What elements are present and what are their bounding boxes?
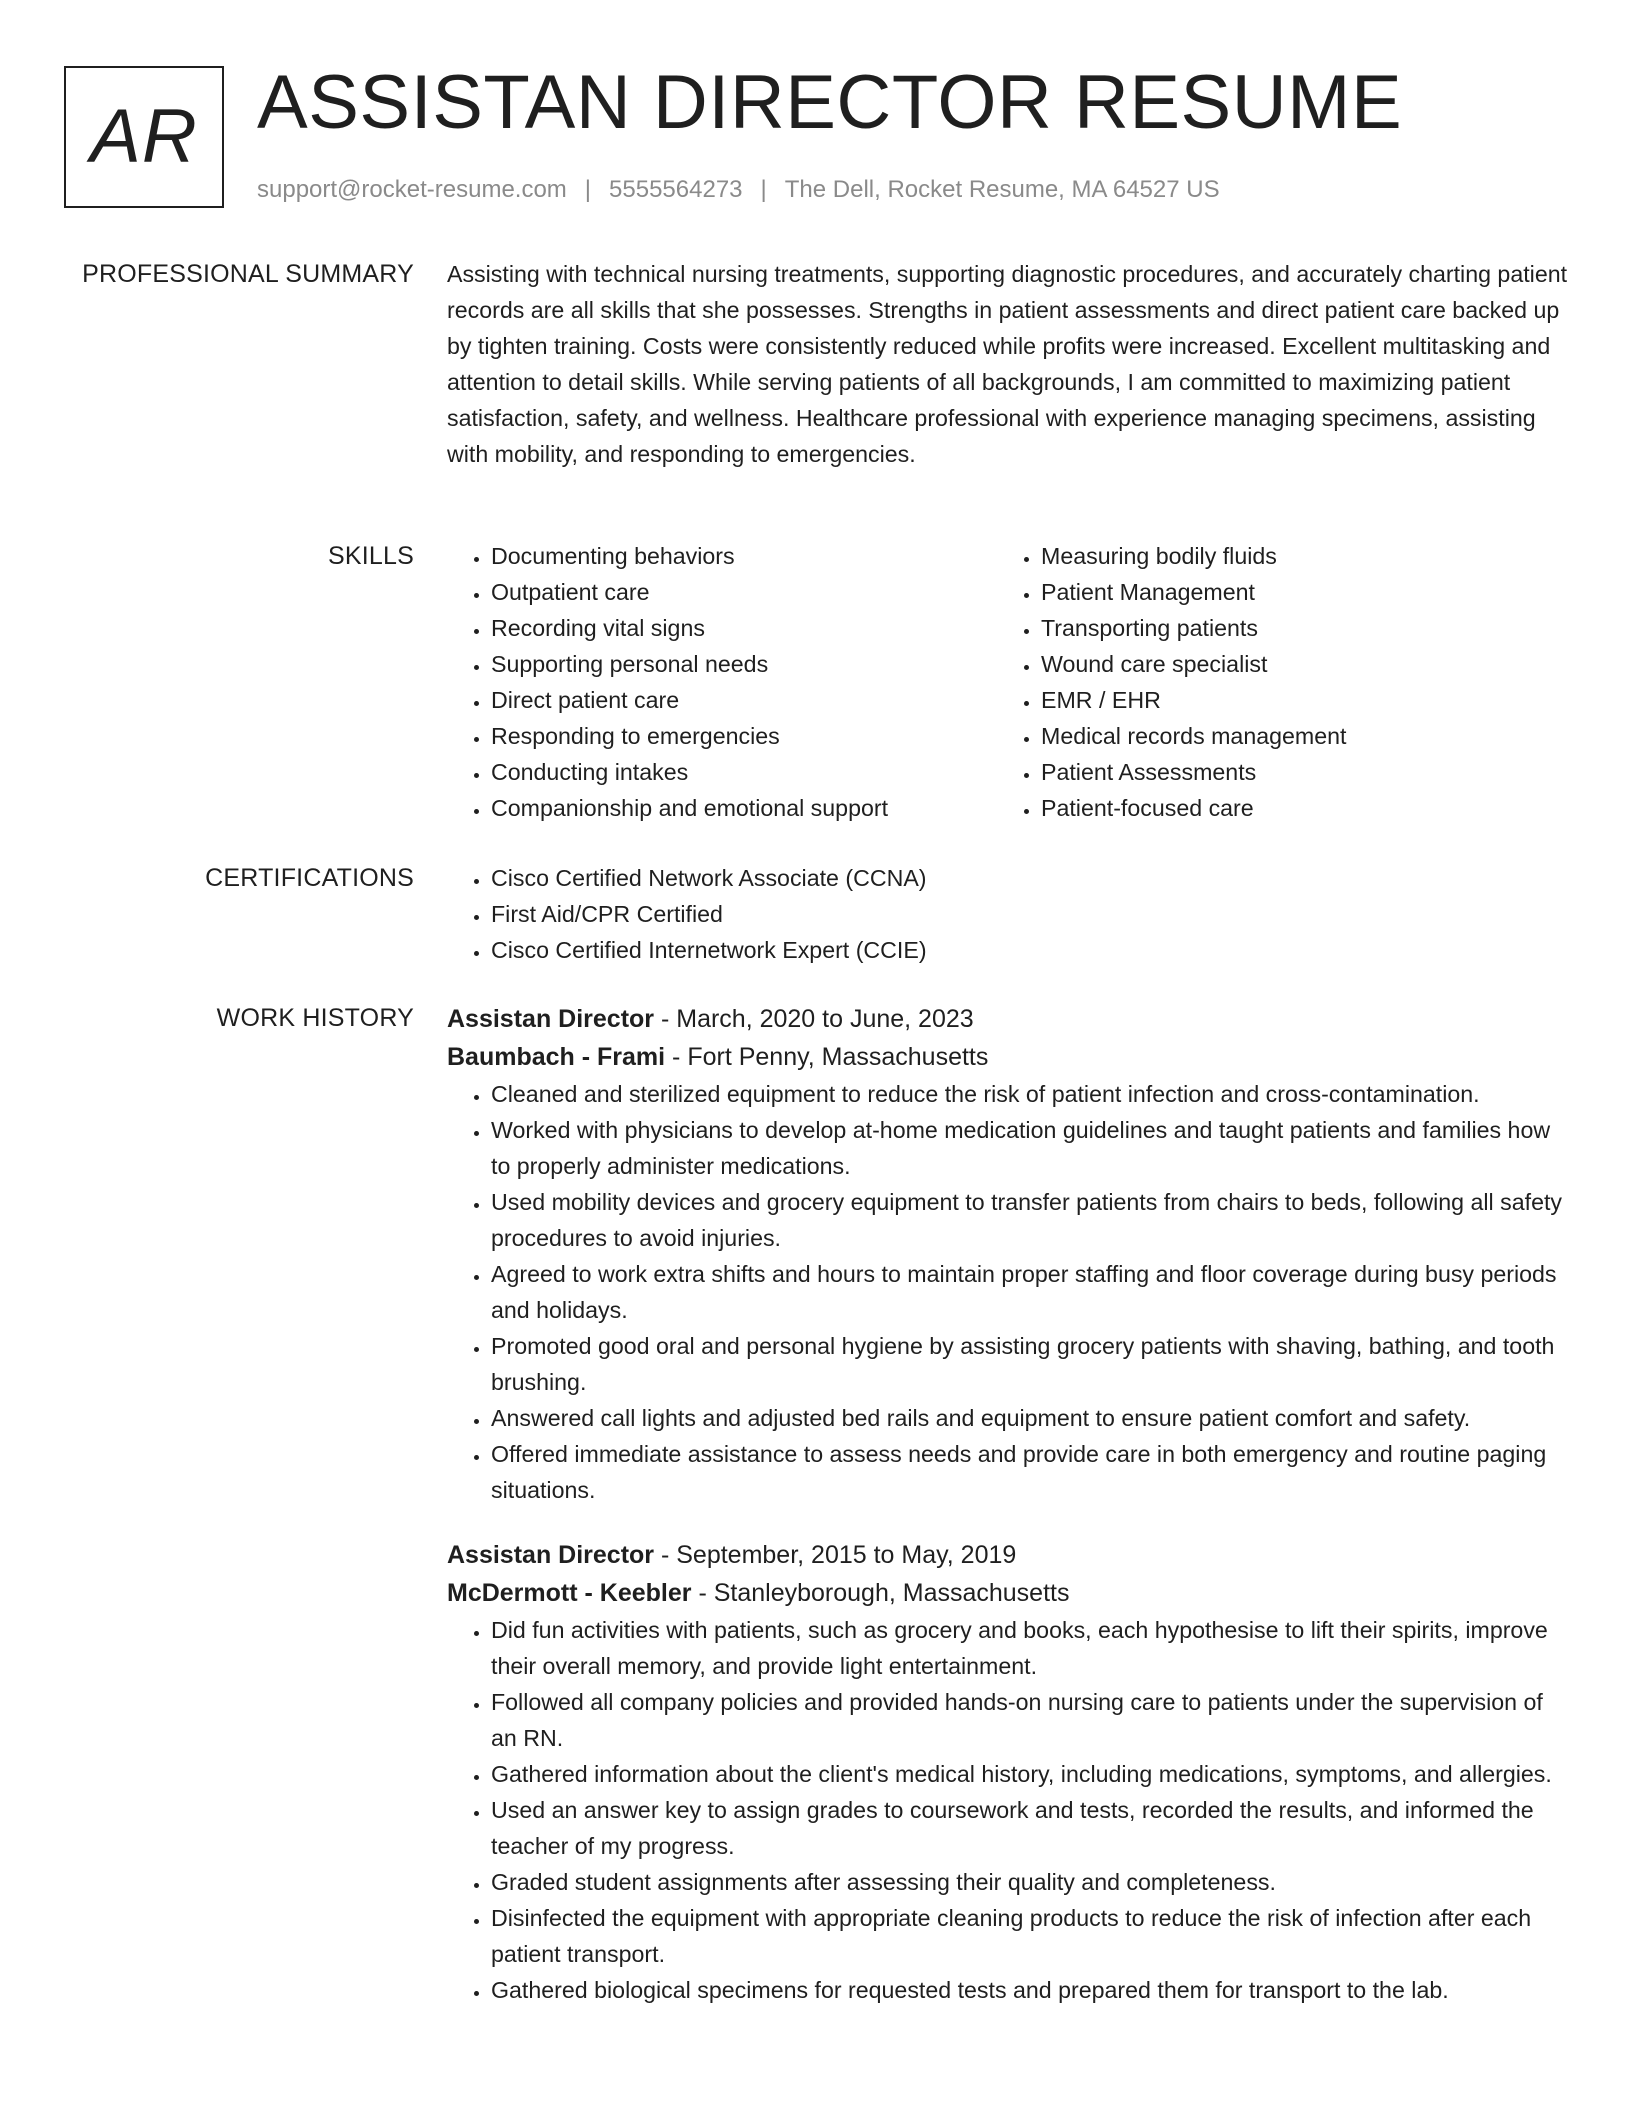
job-bullet: • Offered immediate assistance to assess needs and provide care in both emergency and routine paging situations.: [491, 1436, 1570, 1508]
skill-item: • Direct patient care: [491, 682, 997, 718]
skill-item: • Wound care specialist: [1041, 646, 1547, 682]
job-entry: [447, 1000, 1570, 1508]
skill-item: • Conducting intakes: [491, 754, 997, 790]
skills-list-right: [997, 538, 1547, 826]
skill-item: • EMR / EHR: [1041, 682, 1547, 718]
job-bullet-list: [447, 1076, 1570, 1508]
job-bullet: • Cleaned and sterilized equipment to reduce the risk of patient infection and cross-contamination.: [491, 1076, 1570, 1112]
job-entry: [447, 1536, 1570, 2008]
job-bullet: • Answered call lights and adjusted bed rails and equipment to ensure patient comfort and safety.: [491, 1400, 1570, 1436]
certification-item: • Cisco Certified Network Associate (CCNA): [491, 860, 1570, 896]
job-dates: - March, 2020 to June, 2023: [654, 1005, 974, 1033]
job-bullet: • Agreed to work extra shifts and hours to maintain proper staffing and floor coverage during busy periods and holidays.: [491, 1256, 1570, 1328]
job-bullet-list: [447, 1612, 1570, 2008]
certifications-list: [447, 860, 1570, 968]
job-location: - Fort Penny, Massachusetts: [665, 1043, 989, 1071]
skill-item: • Recording vital signs: [491, 610, 997, 646]
monogram-initials: AR: [90, 94, 198, 179]
job-bullet: • Gathered information about the client's medical history, including medications, symptoms, and allergies.: [491, 1756, 1570, 1792]
job-bullet: • Did fun activities with patients, such as grocery and books, each hypothesise to lift their spirits, improve their overall memory, and provide light entertainment.: [491, 1612, 1570, 1684]
resume-title: ASSISTAN DIRECTOR RESUME: [257, 60, 1403, 145]
job-company-line: [447, 1574, 1570, 1612]
job-title-line: [447, 1000, 1570, 1038]
certifications-label: CERTIFICATIONS: [205, 864, 414, 892]
skill-item: • Patient-focused care: [1041, 790, 1547, 826]
job-title: Assistan Director: [447, 1541, 655, 1569]
job-company-line: [447, 1038, 1570, 1076]
job-bullet: • Promoted good oral and personal hygiene by assisting grocery patients with shaving, bathing, and tooth brushing.: [491, 1328, 1570, 1400]
job-bullet: • Disinfected the equipment with appropriate cleaning products to reduce the risk of infection after each patient transport.: [491, 1900, 1570, 1972]
summary-label: PROFESSIONAL SUMMARY: [82, 260, 414, 288]
summary-body: [447, 256, 1570, 472]
skill-item: • Medical records management: [1041, 718, 1547, 754]
certification-item: • Cisco Certified Internetwork Expert (CCIE): [491, 932, 1570, 968]
skills-label: SKILLS: [328, 542, 414, 570]
skill-item: • Measuring bodily fluids: [1041, 538, 1547, 574]
skills-body: [447, 538, 1570, 826]
job-bullet: • Gathered biological specimens for requested tests and prepared them for transport to the lab.: [491, 1972, 1570, 2008]
skills-column-left: [447, 538, 997, 826]
skill-item: • Transporting patients: [1041, 610, 1547, 646]
contact-separator: |: [760, 176, 767, 203]
contact-phone: 5555564273: [609, 176, 743, 203]
job-company: Baumbach - Frami: [447, 1043, 666, 1071]
summary-text: Assisting with technical nursing treatments, supporting diagnostic procedures, and accurately charting patient records are all skills that she possesses. Strengths in patient assessments and direct patient care backed up by tighten training. Costs were consistently reduced while profits were increased. Excellent multitasking and attention to detail skills. While serving patients of all backgrounds, I am committed to maximizing patient satisfaction, safety, and wellness. Healthcare professional with experience managing specimens, assisting with mobility, and responding to emergencies.: [447, 261, 1568, 467]
job-company: McDermott - Keebler: [447, 1579, 692, 1607]
certification-item: • First Aid/CPR Certified: [491, 896, 1570, 932]
work-history-body: [447, 1000, 1570, 2008]
contact-email: support@rocket-resume.com: [257, 176, 567, 203]
job-title-line: [447, 1536, 1570, 1574]
skill-item: • Supporting personal needs: [491, 646, 997, 682]
job-dates: - September, 2015 to May, 2019: [654, 1541, 1017, 1569]
monogram-box: [64, 66, 224, 208]
contact-address: The Dell, Rocket Resume, MA 64527 US: [784, 176, 1220, 203]
contact-separator: |: [584, 176, 592, 203]
job-bullet: • Graded student assignments after assessing their quality and completeness.: [491, 1864, 1570, 1900]
job-location: - Stanleyborough, Massachusetts: [691, 1579, 1070, 1607]
skill-item: • Outpatient care: [491, 574, 997, 610]
skill-item: • Companionship and emotional support: [491, 790, 997, 826]
skill-item: • Documenting behaviors: [491, 538, 997, 574]
job-bullet: • Used mobility devices and grocery equipment to transfer patients from chairs to beds, following all safety procedures to avoid injuries.: [491, 1184, 1570, 1256]
skills-column-right: [997, 538, 1547, 826]
certifications-body: [447, 860, 1570, 968]
contact-line: [257, 174, 1220, 206]
skill-item: • Responding to emergencies: [491, 718, 997, 754]
job-title: Assistan Director: [447, 1005, 655, 1033]
job-bullet: • Used an answer key to assign grades to coursework and tests, recorded the results, and informed the teacher of my progress.: [491, 1792, 1570, 1864]
skills-list-left: [447, 538, 997, 826]
work-history-label: WORK HISTORY: [216, 1004, 414, 1032]
job-bullet: • Followed all company policies and provided hands-on nursing care to patients under the supervision of an RN.: [491, 1684, 1570, 1756]
job-bullet: • Worked with physicians to develop at-home medication guidelines and taught patients and families how to properly administer medications.: [491, 1112, 1570, 1184]
skill-item: • Patient Assessments: [1041, 754, 1547, 790]
skill-item: • Patient Management: [1041, 574, 1547, 610]
